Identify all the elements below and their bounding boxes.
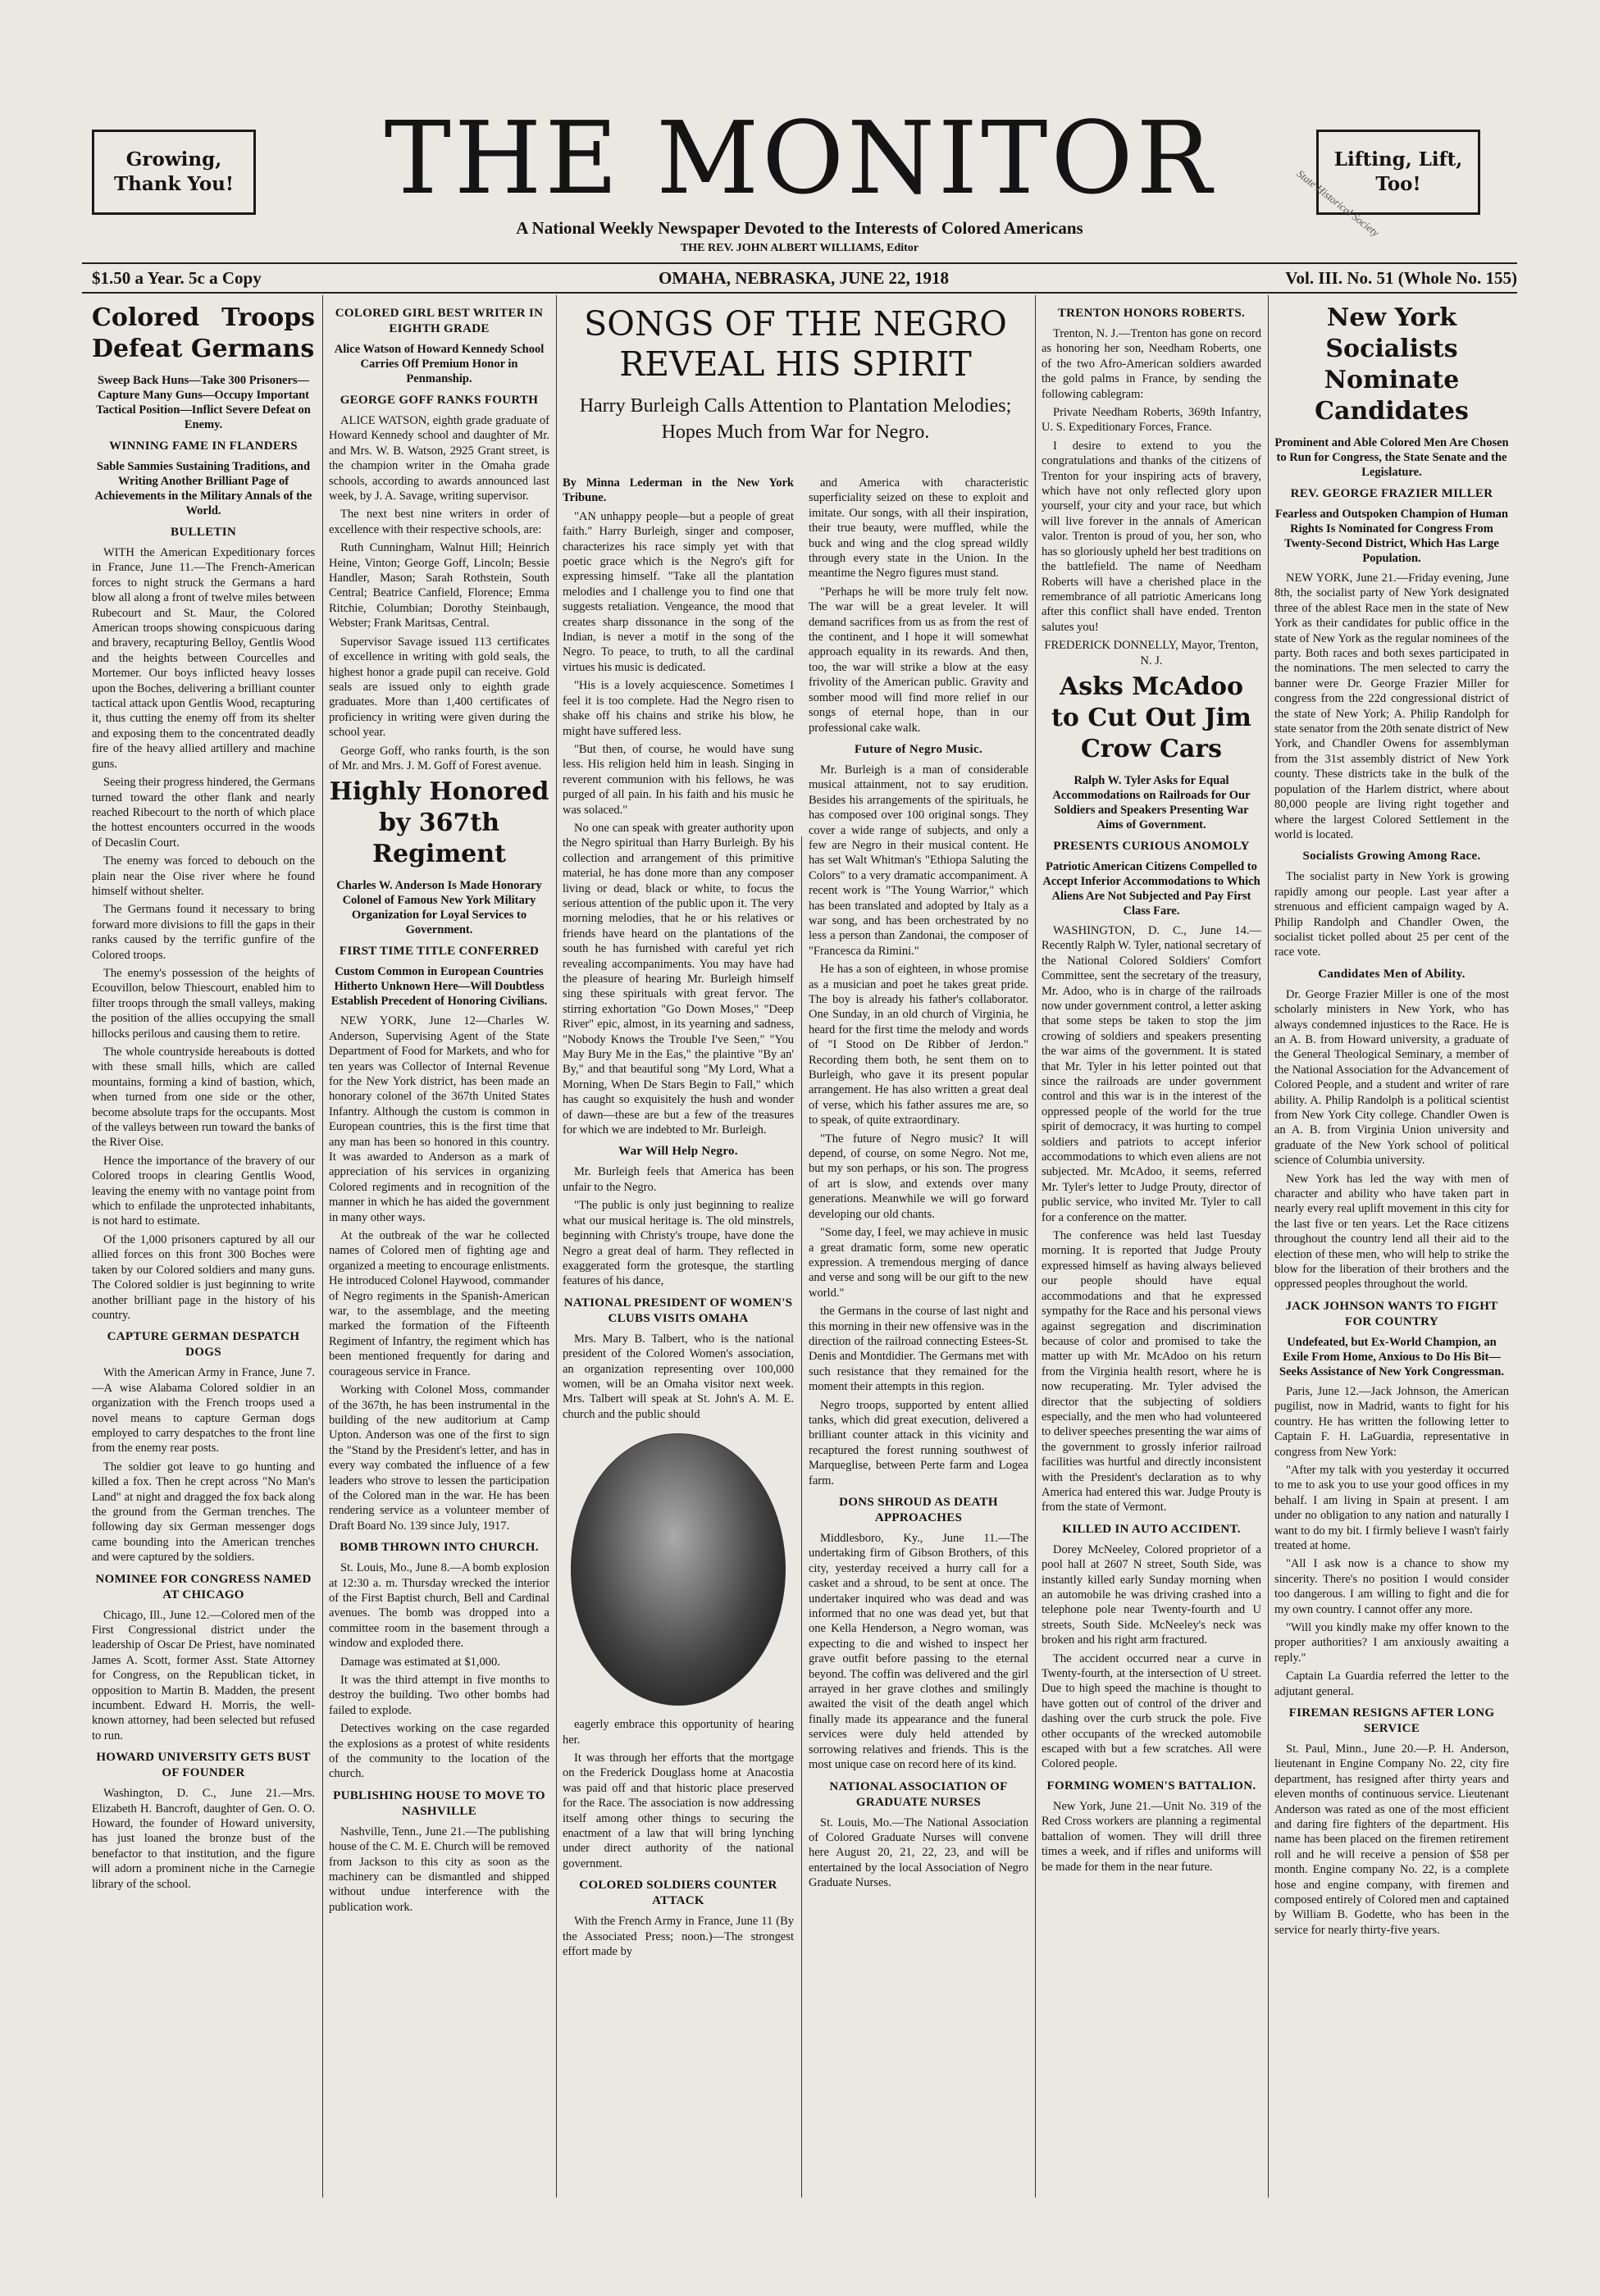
paragraph: "The future of Negro music? It will depend, of course, on some Negro. Not me, but my son perhaps, or his son. The progress of art is slow, and extends over many generations. Meanwhile we will go forward developing our old chants. [809, 1132, 1028, 1221]
deck: Custom Common in European Countries Hitherto Unknown Here—Will Doubtless Establish Precedent of Honoring Civilians. [330, 965, 548, 1009]
headline-colored-troops: Colored Troops Defeat Germans [92, 303, 315, 363]
paragraph: The next best nine writers in order of excellence with their respective schools, are: [329, 508, 549, 536]
paragraph: Trenton, N. J.—Trenton has gone on record as honoring her son, Needham Roberts, one of the two Afro-American soldiers awarded the gold palms in France, by sending the following cablegram: [1042, 327, 1261, 401]
subhead: FORMING WOMEN'S BATTALION. [1046, 1779, 1256, 1793]
paragraph: The socialist party in New York is growing rapidly among our people. Last year after a strenuous and efficient campaign waged by A. Philip Randolph and Chandler Owen, the socialist ticket polled about 25 per cent of the race vote. [1274, 870, 1509, 959]
masthead-title: THE MONITOR [384, 100, 1215, 216]
subhead: COLORED GIRL BEST WRITER IN EIGHTH GRADE [335, 307, 544, 335]
column-3 [563, 476, 794, 2185]
paragraph: The conference was held last Tuesday morning. It is reported that Judge Prouty expressed himself as having always believed our people should have equal accommodations and that he expressed sympathy for the Race and his personal views against segregation and discrimination because of color and promised to take the matter up with Mr. McAdoo on his return from the Virginia health resort, where he is now recuperating. Mr. Tyler advised the director that the subjecting of soldiers especially, and the men who had volunteered to deliver speeches presenting the war aims of the government to grossly inferior railroad facilities was hurtful and directly inconsistent with the President's declaration as to why America had entered this war. Judge Prouty is from the state of Vermont. [1042, 1229, 1261, 1515]
paragraph: Seeing their progress hindered, the Germans turned toward the other flank and nearly reached Ribecourt to the north of which place the hottest encounters occurred in the woods of Decaslin Court. [92, 776, 315, 850]
deck: Charles W. Anderson Is Made Honorary Colonel of Famous New York Military Organization for Loyal Services to Government. [336, 879, 542, 937]
deck: Harry Burleigh Calls Attention to Plantation Melodies; Hopes Much from War for Negro. [579, 395, 1012, 443]
subhead-bulletin: BULLETIN [171, 526, 236, 539]
dateline-volume: Vol. III. No. 51 (Whole No. 155) [1285, 268, 1517, 288]
column-5 [1042, 299, 1261, 2185]
paragraph: The enemy's possession of the heights of Ecouvillon, below Thiescourt, enabled him to filter troops through the small valleys, making the position of the allies occupying the small hillocks perilous and causing them to retire. [92, 966, 315, 1041]
subhead: TRENTON HONORS ROBERTS. [1057, 307, 1246, 320]
paragraph: Chicago, Ill., June 12.—Colored men of the First Congressional district under the leadership of Oscar De Priest, have nominated James A. Scott, former Asst. State Attorney for Congress, on the Republican ticket, in opposition to Martin B. Madden, the present incumbent. Edward H. Morris, the well-known attorney, had been selected but refused to run. [92, 1608, 315, 1742]
deck: Sable Sammies Sustaining Traditions, and Writing Another Brilliant Page of Achievements in the Military Annals of the World. [94, 460, 312, 517]
paragraph: Middlesboro, Ky., June 11.—The undertaking firm of Gibson Brothers, of this city, yesterday received a hurry call for a casket and a shroud, to be sent at once. The undertaker inquired who was dead and was informed that no one was dead yet, but that one Kella Henderson, a Negro woman, was expecting to die and wished to inspect her grave outfit before passing to the eternal beyond. The coffin was delivered and the girl arrayed in her grave clothes and smilingly awaited the visit of the death angel which finally made its appearance and the funeral services were duly held attended by sorrowing relatives and friends. This is the most unique case on record here of its kind. [809, 1532, 1028, 1772]
paragraph: Private Needham Roberts, 369th Infantry, U. S. Expeditionary Forces, France. [1042, 406, 1261, 435]
subhead: FIRST TIME TITLE CONFERRED [339, 945, 540, 959]
paragraph: "All I ask now is a chance to show my sincerity. There's no position I would consider too dangerous. I am willing to fight and die for my own country. I cannot offer any more. [1274, 1557, 1509, 1616]
column-2 [329, 299, 549, 2185]
deck: Prominent and Able Colored Men Are Chosen to Run for Congress, the State Senate and the Legislature. [1274, 436, 1509, 479]
paragraph: The whole countryside hereabouts is dotted with these small hills, which are called mountains, forming a kind of bastion, which, when turned from one side or the other, become absolute traps for the occupants. Most of the valleys between run toward the banks of the River Oise. [92, 1046, 315, 1150]
library-stamp: State Historical Society [1294, 166, 1382, 239]
paragraph: "Will you kindly make my offer known to the proper authorities? I am anxiously awaiting a reply." [1274, 1620, 1509, 1665]
left-ear-box [92, 130, 256, 215]
portrait-photo [571, 1433, 786, 1706]
paragraph: The enemy was forced to debouch on the plain near the Oise river where he found himself without shelter. [92, 854, 315, 898]
paragraph: Damage was estimated at $1,000. [340, 1655, 500, 1669]
subhead: NATIONAL PRESIDENT OF WOMEN'S CLUBS VISITS OMAHA [563, 1296, 793, 1325]
column-rule [1035, 295, 1036, 2198]
paragraph: With the French Army in France, June 11 (By the Associated Press; noon.)—The strongest effort made by [563, 1915, 794, 1959]
column-1 [92, 299, 315, 2185]
paragraph: Supervisor Savage issued 113 certificates of excellence in writing with gold seals, the highest honor a grade pupil can receive. Gold seals are issued only to eighth grade graduates. More than 1,400 certificates of proficiency in writing were given during the school year. [329, 635, 549, 740]
paragraph: the Germans in the course of last night and this morning in their new offensive was in the direction of the railroad connecting Estees-St. Denis and Montdidier. The Germans met with such resistance that they remained for the moment their attempts in this region. [809, 1305, 1028, 1394]
subhead: REV. GEORGE FRAZIER MILLER [1290, 487, 1493, 500]
paragraph: Captain La Guardia referred the letter to the adjutant general. [1274, 1670, 1509, 1698]
subhead: NOMINEE FOR CONGRESS NAMED AT CHICAGO [95, 1572, 312, 1601]
paragraph: St. Paul, Minn., June 20.—P. H. Anderson, lieutenant in Engine Company No. 22, city fire department, has resigned after thirty years and eleven months of continuous service. Lieutenant Anderson was rated as one of the most efficient and daring fire fighters of the department. His name has been placed on the firemen retirement roll and he will receive a pension of $58 per month. Engine company No. 22, is a complete hose and engine company, with firemen and composed entirely of Colored men and captained by William B. Godette, who has been in the service for nearly thirty-five years. [1274, 1742, 1509, 1937]
subhead: WINNING FAME IN FLANDERS [109, 440, 298, 453]
subhead: Socialists Growing Among Race. [1302, 850, 1481, 863]
paragraph: "Some day, I feel, we may achieve in music a great dramatic form, some new operatic expression. A tremendous merging of dance and verse and song will be our gift to the new world." [809, 1226, 1028, 1300]
right-ear-text: Lifting, Lift, Too! [1333, 148, 1463, 195]
paragraph: Working with Colonel Moss, commander of the 367th, he has been instrumental in the building of the new auditorium at Camp Upton. Anderson was one of the first to sign the "Stand by the President's letter, and has in every way combated the influence of a few leaders who strove to lessen the participation of the Colored man in the war. He has been rendering service as a volunteer member of Draft Board No. 139 since July, 1917. [329, 1383, 549, 1533]
paragraph: NEW YORK, June 21.—Friday evening, June 8th, the socialist party of New York designated three of the ablest Race men in the state of New York as their candidates for public office in the state of New York as the regular nominees of the party. Both races and both sexes participated in the nominations. The men selected to carry the banner were Dr. George Frazier Miller for congress from the 22d congressional district of the state of New York; A. Philip Randolph for state senator from the 20th senate district of New York, and Chandler Owens for assemblyman from the 31st assembly district of New York county. These districts take in the bulk of the population of the Harlem district, where about 80,000 people are living right together and where the largest Colored Settlement in the world is located. [1274, 572, 1509, 841]
paragraph: Of the 1,000 prisoners captured by all our allied forces on this front 300 Boches were taken by our Colored soldiers and many guns. The Colored soldier is just beginning to write another brilliant page in the history of his country. [92, 1232, 315, 1322]
paragraph: St. Louis, Mo., June 8.—A bomb explosion at 12:30 a. m. Thursday wrecked the interior of the First Baptist church, Bell and Cardinal avenues. The bomb was dropped into a committee room in the basement through a window and exploded there. [329, 1561, 549, 1651]
byline: By Minna Lederman in the New York Tribune. [563, 476, 794, 505]
column-rule [801, 836, 802, 2198]
signature: FREDERICK DONNELLY, Mayor, Trenton, N. J. [1044, 639, 1259, 667]
dateline-rule [82, 292, 1517, 294]
paragraph: Nashville, Tenn., June 21.—The publishing house of the C. M. E. Church will be removed from Jackson to this city as soon as the machinery can be dismantled and shipped without undue interference with the publication work. [329, 1824, 549, 1914]
paragraph: Hence the importance of the bravery of our Colored troops in clearing Gentlis Wood, leaving the enemy with no vantage point from which to enfilade the unprotected inhabitants, is not hard to estimate. [92, 1154, 315, 1228]
left-ear-text: Growing, Thank You! [114, 148, 234, 195]
deck: Alice Watson of Howard Kennedy School Carries Off Premium Honor in Penmanship. [334, 343, 545, 385]
paragraph: The Germans found it necessary to bring forward more divisions to fill the gaps in their ranks caused by the terrific gunfire of the Colored troops. [92, 903, 315, 962]
paragraph: It was the third attempt in five months to destroy the building. Two other bombs had failed to explode. [329, 1674, 549, 1717]
paragraph: New York, June 21.—Unit No. 319 of the Red Cross workers are planning a regimental battalion of women. They will drill three times a week, and if rifles and uniforms will be made for them in the near future. [1042, 1799, 1261, 1874]
paragraph: "AN unhappy people—but a people of great faith." Harry Burleigh, singer and composer, characterizes his race simply yet with that poetic grace which is the Negro's gift for expressing himself. "Take all the plantation melodies and I challenge you to find one that suggests retaliation. Vengeance, the mood that creates sharp dissonance in the song of the Indian, is never a motif in the song of the Negro. To peace, to truth, to all the cardinal virtues his music is dedicated. [563, 509, 794, 674]
paragraph: Mrs. Mary B. Talbert, who is the national president of the Colored Women's association, an organization representing over 100,000 women, will be an Omaha visitor next week. Mrs. Talbert will speak at St. John's A. M. E. church and the public should [563, 1332, 794, 1421]
subhead: COLORED SOLDIERS COUNTER ATTACK [579, 1879, 777, 1908]
subhead: HOWARD UNIVERSITY GETS BUST OF FOUNDER [96, 1751, 311, 1780]
lead-story-header [563, 299, 1028, 463]
subhead: Future of Negro Music. [854, 742, 983, 756]
subhead: BOMB THROWN INTO CHURCH. [340, 1541, 539, 1555]
masthead-tagline: A National Weekly Newspaper Devoted to the Interests of Colored Americans [516, 218, 1083, 238]
paragraph: The soldier got leave to go hunting and killed a fox. Then he crept across "No Man's Land" at night and dragged the fox back along the ground from the German trenches. The following day six German messenger dogs came bounding into the American trenches and were captured by the soldiers. [92, 1460, 315, 1565]
column-6 [1274, 299, 1509, 2185]
dateline-price: $1.50 a Year. 5c a Copy [92, 268, 262, 288]
paragraph: "Perhaps he will be more truly felt now. The war will be a great leveler. It will demand sacrifices from us as from the rest of the continent, and I hope it will somewhat approach equality in its rewards. And then, too, the war will strike a blow at the easy frivolity of the American public. Gravity and somber mood will find more relief in our songs of eternal hope, than in our professional cake walk. [809, 585, 1028, 735]
paragraph: The accident occurred near a curve in Twenty-fourth, at the intersection of U street. Due to high speed the machine is thought to have gotten out of control of the driver and dashing over the curb struck the pole. Five other occupants of the wrecked automobile escaped with but a few scratches. All were Colored people. [1042, 1651, 1261, 1771]
paragraph: George Goff, who ranks fourth, is the son of Mr. and Mrs. J. M. Goff of Forest avenue. [329, 744, 549, 772]
deck: Ralph W. Tyler Asks for Equal Accommodations on Railroads for Our Soldiers and Speakers Presenting War Aims of Government. [1052, 773, 1251, 831]
headline-asks-mcadoo: Asks McAdoo to Cut Out Jim Crow Cars [1051, 672, 1251, 763]
paragraph: Mr. Burleigh is a man of considerable musical attainment, not to say erudition. Besides his arrangements of the spirituals, he has composed over 100 original songs. They cover a wide range of subjects, and only a few are Negro in their musical content. He has set Walt Whitman's "Ethiopa Saluting the Colors" to a very dramatic accompaniment. A recent work is "The Young Warrior," which has been translated and adopted by Italy as a war song, and has been orchestrated by no less a person than Zandonai, the composer of "Francesca da Rimini." [809, 763, 1028, 958]
subhead: NATIONAL ASSOCIATION OF GRADUATE NURSES [829, 1779, 1008, 1809]
paragraph: eagerly embrace this opportunity of hearing her. [563, 1718, 794, 1747]
paragraph: Detectives working on the case regarded the explosions as a protest of white residents of the community to the location of the church. [329, 1722, 549, 1781]
paragraph: At the outbreak of the war he collected names of Colored men of fighting age and organized a meeting to encourage enlistments. He introduced Colonel Haywood, commander of Negro regiments in the Spanish-American war, to the assemblage, and the meeting marked the formation of the Fifteenth Regiment of Infantry, the regiment which has been mentioned frequently for daring and courageous service in France. [329, 1229, 549, 1378]
subhead: War Will Help Negro. [618, 1145, 738, 1159]
paragraph: No one can speak with greater authority upon the Negro spiritual than Harry Burleigh. By his collection and arrangement of this primitive material, he has done more than any composer living or dead, black or white, to focus the serious attention of the public upon it. The very morning melodies, that he or his relatives or friends have heard on the plantations of the south he has furnished with careful yet rich revealing accompaniments. You may have had the pleasure of hearing Mr. Burleigh himself sing these spirituals with great fervor. The stirring exhortation "Go Down Moses," "Deep River" epic, almost, in its yearning and sadness, "Nobody Knows the Trouble I've Seen," "You May Bury Me in the Eas," the plaintive "By an' By," and that beautiful song "My Lord, What a Morning, When De Stars Begin to Fall," which has caught so exquisitely the hush and wonder of dawn—these are but a few of the treasures for which we are indebted to Mr. Burleigh. [563, 821, 794, 1137]
top-rule [82, 262, 1517, 264]
paragraph: With the American Army in France, June 7.—A wise Alabama Colored soldier in an organization with the French troops used a novel means to capture German dogs employed to carry despatches to the front line from the enemy rear posts. [92, 1366, 315, 1456]
paragraph: He has a son of eighteen, in whose promise as a musician and poet he takes great pride. The boy is already his father's collaborator. One Sunday, in an old church of Virginia, he heard for the first time the melody and words of "I Stood on De Ribber of Jerdon." Recording them both, he sent them on to Burleigh, who gave it its present popular arrangement. He has also written a great deal of verse, which his father assures me are, so to speak, of quite extraordinary. [809, 963, 1028, 1128]
subhead: FIREMAN RESIGNS AFTER LONG SERVICE [1288, 1706, 1495, 1735]
paragraph: Negro troops, supported by entent allied tanks, which did great execution, delivered a brilliant counter attack in this vicinity and recaptured the forest running southwest of Marqueglise, between Perte farm and Logea farm. [809, 1398, 1028, 1487]
headline-songs-of-the-negro: SONGS OF THE NEGRO REVEAL HIS SPIRIT [584, 304, 1007, 384]
paragraph: St. Louis, Mo.—The National Association of Colored Graduate Nurses will convene here August 20, 21, 22, 23, and will be entertained by the local Association of Negro Graduate Nurses. [809, 1815, 1028, 1890]
paragraph: WITH the American Expeditionary forces in France, June 11.—The French-American forces to night struck the Germans a hard blow all along a front of twelve miles between Rubecourt and St. Maur, the Colored American troops showing conspicuous daring and bravery, recapturing Belloy, Gentlis Wood and the heights between Courcelles and Mortemer. Our boys inflicted heavy losses upon the Boches, delivering a brilliant counter tactical attack upon Gentlis Wood, recapturing it, thus cutting the enemy off from its shelter and exposing them to the concentrated deadly fire of the heavy allied artillery and machine guns. [92, 546, 315, 771]
column-rule [1268, 295, 1269, 2198]
subhead: PRESENTS CURIOUS ANOMOLY [1053, 839, 1250, 853]
masthead-editor: THE REV. JOHN ALBERT WILLIAMS, Editor [680, 242, 919, 254]
paragraph: "After my talk with you yesterday it occurred to me to ask you to use your good offices in my behalf. I am living in Spain at present. I am under no obligation to any nation and naturally I want to do my bit. I firmly believe I wasn't fairly treated at home. [1274, 1463, 1509, 1552]
deck: Fearless and Outspoken Champion of Human Rights Is Nominated for Congress From Twenty-Second District, Which Has Large Population. [1274, 508, 1508, 565]
paragraph: Washington, D. C., June 21.—Mrs. Elizabeth H. Bancroft, daughter of Gen. O. O. Howard, the founder of Howard university, has just loaned the bronze bust of the benefactor to that institution, and the figure will adorn a prominent niche in the Carnegie library of the school. [92, 1787, 315, 1891]
column-4 [809, 476, 1028, 2185]
subhead: KILLED IN AUTO ACCIDENT. [1062, 1522, 1241, 1536]
subhead: DONS SHROUD AS DEATH APPROACHES [839, 1496, 998, 1524]
paragraph: Mr. Burleigh feels that America has been unfair to the Negro. [563, 1165, 794, 1194]
deck: Undefeated, but Ex-World Champion, an Exile From Home, Anxious to Do His Bit—Seeks Assistance of New York Congressman. [1279, 1335, 1504, 1378]
subhead: JACK JOHNSON WANTS TO FIGHT FOR COUNTRY [1285, 1299, 1498, 1328]
subhead: PUBLISHING HOUSE TO MOVE TO NASHVILLE [333, 1788, 545, 1818]
deck: Patriotic American Citizens Compelled to Accept Inferior Accommodations to Which Aliens Are Not Subjected and Pay First Class Fare. [1042, 859, 1260, 918]
paragraph: Ruth Cunningham, Walnut Hill; Heinrich Heine, Vinton; George Goff, Lincoln; Bessie Handler, Mason; Sarah Rothstein, South Central; Beatrice Canfield, Florence; Emma Ritchie, Columbian; Dorothy Steinbaugh, Webster; Frank Maritsas, Central. [329, 541, 549, 631]
paragraph: Dr. George Frazier Miller is one of the most scholarly ministers in New York, who has always condemned injustices to the Race. He is an A. B. from Howard university, a graduate of the General Theological Seminary, a member of the National Association for the Advancement of Colored People, and a student and writer of rare ability. A. Philip Randolph is a political scientist from New York City college. Chandler Owen is an A. B. from Virginia Union university and graduate of the New York school of political science of Columbia university. [1274, 987, 1509, 1168]
subhead: GEORGE GOFF RANKS FOURTH [340, 394, 539, 407]
paragraph: It was through her efforts that the mortgage on the Frederick Douglass home at Anacostia was paid off and that historic place preserved for the Race. The association is now addressing itself among other things to securing the enactment of a law that will bring lynching under direct authority of the national government. [563, 1751, 794, 1870]
paragraph: and America with characteristic superficiality seized on these to exploit and imitate. Our songs, with all their inspiration, their true beauty, were muffled, while the buck and wing and the clog spread wildly through every state in the Union. In the meantime the Negro figures must stand. [809, 476, 1028, 581]
paragraph: WASHINGTON, D. C., June 14.—Recently Ralph W. Tyler, national secretary of the National Colored Soldiers' Comfort Committee, sent the secretary of the treasury, Mr. Adoo, who is in charge of the railroads now under government control, a letter asking that some steps be taken to stop the jim crowing of soldiers and speakers presenting the war aims of the government. It is stated that Mr. Tyler in his letter pointed out that since the railroads are under government control and this war is in the interest of the oppressed people of the world for the true spirit of democracy, it was hurting to compel soldiers and patriots to accept inferior accommodations to which even aliens are not subjected. Mr. McAdoo, it seems, referred Mr. Tyler's letter to Judge Prouty, director of public service, who invited Mr. Tyler to call for a conference on the matter. [1042, 923, 1261, 1224]
dateline-place-date: OMAHA, NEBRASKA, JUNE 22, 1918 [658, 268, 950, 288]
paragraph: Dorey McNeeley, Colored proprietor of a pool hall at 2607 N street, South Side, was instantly killed early Sunday morning when an automobile he was driving crashed into a telephone pole near Twenty-fourth and U streets, South Side. McNeeley's neck was broken and his right arm fractured. [1042, 1542, 1261, 1647]
paragraph: "His is a lovely acquiescence. Sometimes I feel it is too complete. Had the Negro risen to shake off his chains and strike his blow, he might have suffered less. [563, 679, 794, 738]
column-rule [322, 295, 323, 2198]
paragraph: "But then, of course, he would have sung less. His religion held him in leash. Singing in reverent communion with his fellows, he was purged of all pain. In his faith and his music he was solaced." [563, 742, 794, 817]
paragraph: "The public is only just beginning to realize what our musical heritage is. The old minstrels, beginning with Christy's troupe, have done the Negro a great deal of harm. They reflected in exaggerated form the grotesque, the startling features of his dance, [563, 1199, 794, 1288]
column-rule [556, 295, 557, 2198]
paragraph: NEW YORK, June 12—Charles W. Anderson, Supervising Agent of the State Department of Food for Markets, and who for ten years was Collector of Internal Revenue for the New York district, has been made an honorary colonel of the 367th United States Infantry. Although the custom is common in European countries, this is the first time that any man has been so honored in this country. It was awarded to Anderson as a mark of appreciation of his services in organizing Colored regiments and in recognition of the manner in which he has aided the government in many other ways. [329, 1014, 549, 1224]
paragraph: Paris, June 12.—Jack Johnson, the American pugilist, now in Madrid, wants to fight for his country. He has written the following letter to Captain F. H. LaGuardia, representative in congress from New York: [1274, 1384, 1509, 1459]
headline-highly-honored: Highly Honored by 367th Regiment [329, 777, 549, 869]
paragraph: ALICE WATSON, eighth grade graduate of Howard Kennedy school and daughter of Mr. and Mrs. W. B. Watson, 2925 Grant street, is the champion writer in the Omaha grade schools, according to awards announced last week, by J. A. Savage, writing supervisor. [329, 414, 549, 503]
headline-new-york-socialists: New York Socialists Nominate Candidates [1315, 303, 1469, 426]
subhead: CAPTURE GERMAN DESPATCH DOGS [107, 1330, 300, 1360]
paragraph: I desire to extend to you the congratulations and thanks of the citizens of Trenton for your inspiring acts of bravery, which have not only reflected glory upon yourself, your city and your race, but which will live forever in the annals of American valor. Trenton is proud of you, her son, who has so gloriously upheld her best traditions on the battlefield. The name of Needham Roberts will have a cherished place in the remembrance of all patriotic Americans long after this conflict shall have ended. Trenton salutes you! [1042, 439, 1261, 634]
subhead: Candidates Men of Ability. [1318, 967, 1466, 981]
paragraph: New York has led the way with men of character and ability who have taken part in nearly every real uplift movement in this city for the last five or ten years. Let the Race citizens throughout the country lend all their aid to the election of these men, who will help to strike the blow for the liberation of their brothers and the oppressed peoples throughout the world. [1274, 1172, 1509, 1292]
deck: Sweep Back Huns—Take 300 Prisoners—Capture Many Guns—Occupy Important Tactical Position—Inflict Severe Defeat on Enemy. [96, 374, 311, 431]
